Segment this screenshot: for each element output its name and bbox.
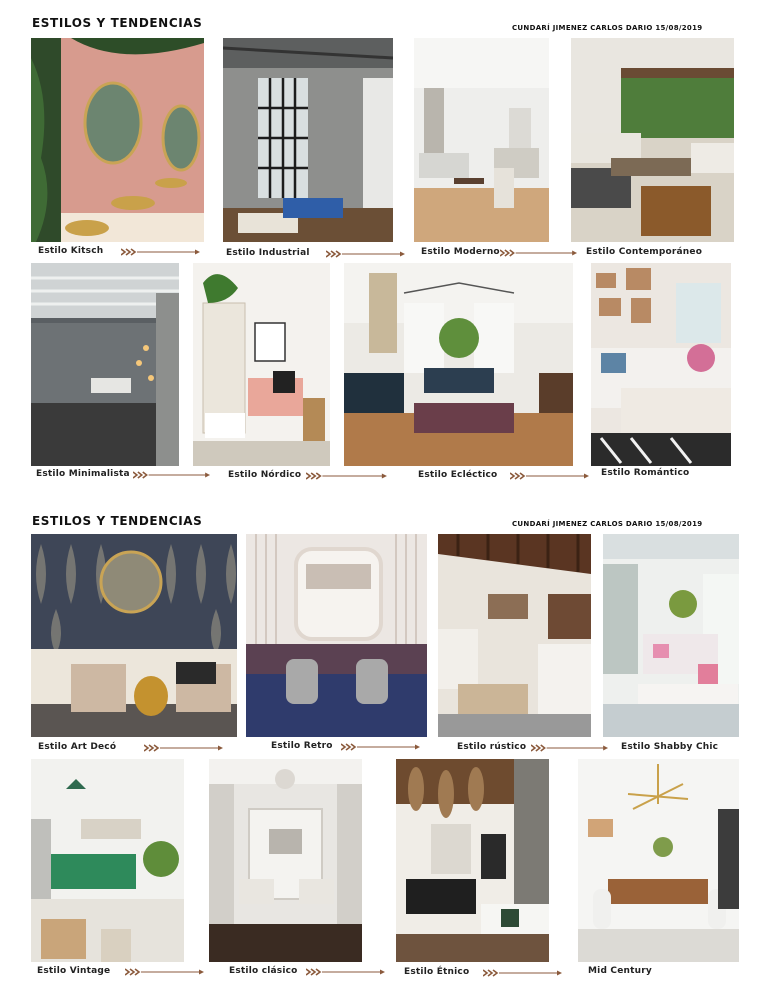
rustic-photo [438, 534, 591, 737]
ethnic-photo [396, 759, 549, 962]
page-title: ESTILOS Y TENDENCIAS [32, 16, 203, 30]
arrow-icon [121, 248, 201, 256]
style-label-etnico: Estilo Étnico [404, 967, 470, 977]
kitsch-bathroom-photo [31, 38, 204, 242]
style-label-moderno: Estilo Moderno [421, 247, 500, 257]
arrow-icon [144, 744, 224, 752]
style-label-mid-century: Mid Century [588, 966, 652, 976]
vintage-photo [31, 759, 184, 962]
style-label-kitsch: Estilo Kitsch [38, 246, 104, 256]
retro-photo [246, 534, 427, 737]
artdeco-photo [31, 534, 237, 737]
style-label-vintage: Estilo Vintage [37, 966, 111, 976]
style-label-industrial: Estilo Industrial [226, 248, 310, 258]
arrow-icon [125, 968, 205, 976]
author-date: CUNDARÍ JIMENEZ CARLOS DARIO 15/08/2019 [512, 24, 703, 32]
arrow-icon [483, 969, 563, 977]
nordic-photo [193, 263, 330, 466]
modern-living-photo [414, 38, 549, 242]
style-label-contemporaneo: Estilo Contemporáneo [586, 247, 703, 257]
romantic-photo [591, 263, 731, 466]
page-title: ESTILOS Y TENDENCIAS [32, 514, 203, 528]
arrow-icon [306, 968, 386, 976]
eclectic-photo [344, 263, 573, 466]
contemporary-living-photo [571, 38, 734, 242]
style-label-eclectico: Estilo Ecléctico [418, 470, 498, 480]
style-label-rustico: Estilo rústico [457, 742, 527, 752]
industrial-loft-photo [223, 38, 393, 242]
author-date: CUNDARÍ JIMENEZ CARLOS DARIO 15/08/2019 [512, 520, 703, 528]
shabby-chic-photo [603, 534, 739, 737]
arrow-icon [500, 249, 578, 257]
arrow-icon [341, 743, 421, 751]
style-label-romantico: Estilo Romántico [601, 468, 690, 478]
arrow-icon [306, 472, 388, 480]
style-label-retro: Estilo Retro [271, 741, 333, 751]
arrow-icon [510, 472, 590, 480]
style-label-clasico: Estilo clásico [229, 966, 298, 976]
arrow-icon [531, 744, 609, 752]
style-label-minimalista: Estilo Minimalista [36, 469, 130, 479]
arrow-icon [326, 250, 406, 258]
style-label-shabby-chic: Estilo Shabby Chic [621, 742, 719, 752]
mid-century-photo [578, 759, 739, 962]
classic-photo [209, 759, 362, 962]
style-label-artdeco: Estilo Art Decó [38, 742, 117, 752]
minimalist-photo [31, 263, 179, 466]
arrow-icon [133, 471, 211, 479]
style-label-nordico: Estilo Nórdico [228, 470, 302, 480]
